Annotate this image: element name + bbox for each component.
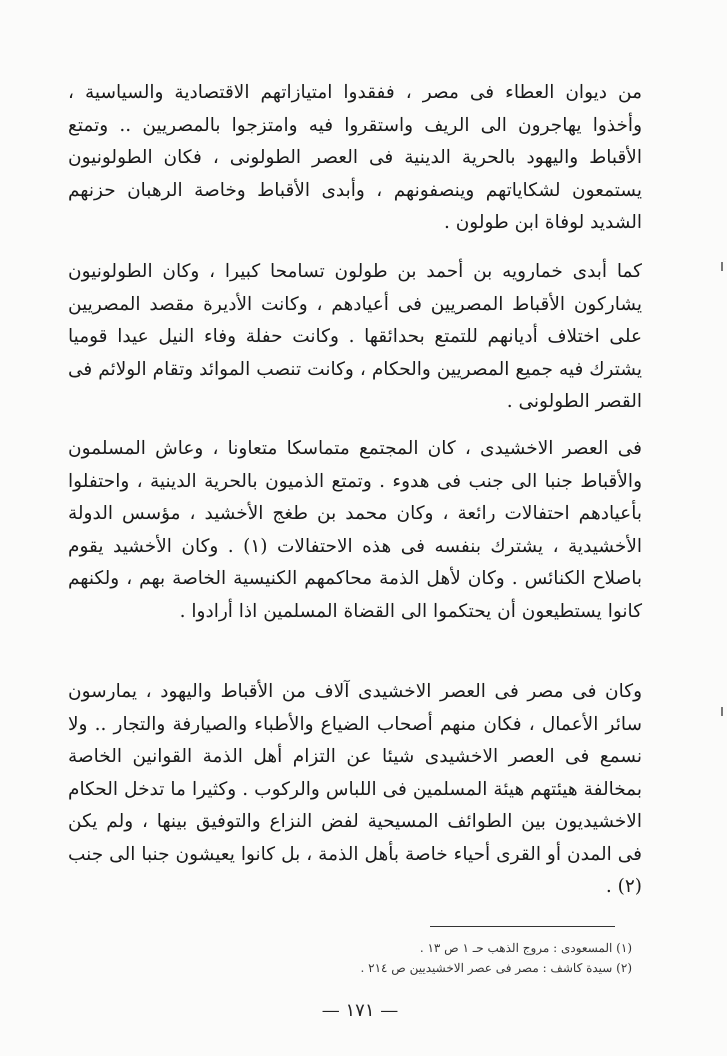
footnote-1: (١) المسعودى : مروج الذهب حـ ١ ص ١٣ . [419,941,632,955]
paragraph-4: وكان فى مصر فى العصر الاخشيدى آلاف من الأقباط واليهود ، يمارسون سائر الأعمال ، فكان منهم أصحاب الضياع والأطباء والصيارفة والتجار .. ولا نسمع فى العصر الاخشيدى شيئا عن التزام أهل الذمة القوانين الخاصة بمخالفة هيئتهم هيئة المسلمين فى اللباس والركوب . وكثيرا ما تدخل الحكام الاخشيديون بين الطوائف المسيحية لفض النزاع والتوفيق بينها ، ولم يكن فى المدن أو القرى أحياء خاصة بأهل الذمة ، بل كانوا يعيشون جنبا الى جنب (٢) . [68,681,642,897]
scan-edge-mark [721,707,723,716]
paragraph-2: كما أبدى خمارويه بن أحمد بن طولون تسامحا كبيرا ، وكان الطولونيون يشاركون الأقباط المصريين فى أعيادهم ، وكانت الأديرة مقصد المصريين على اختلاف أديانهم للتمتع بحدائقها . وكانت حفلة وفاء النيل عيدا قوميا يشترك فيه جميع المصريين والحكام ، وكانت تنصب الموائد وتقام الولائم فى القصر الطولونى . [68,261,642,412]
paragraph-1-block [68,77,642,240]
scan-edge-mark [721,262,723,271]
footnote-divider [430,926,615,927]
paragraph-2-block [68,256,642,419]
footnotes [180,938,632,978]
paragraph-1: من ديوان العطاء فى مصر ، ففقدوا امتيازاتهم الاقتصادية والسياسية ، وأخذوا يهاجرون الى الريف واستقروا فيه وامتزجوا بالمصريين .. وتمتع الأقباط واليهود بالحرية الدينية فى العصر الطولونى ، فكان الطولونيون يستمعون لشكاياتهم وينصفونهم ، وأبدى الأقباط وخاصة الرهبان حزنهم الشديد لوفاة ابن طولون . [68,82,642,233]
paragraph-4-block [68,676,642,904]
paragraph-3-block [68,433,642,628]
page-number: — ١٧١ — [321,1000,399,1021]
paragraph-3: فى العصر الاخشيدى ، كان المجتمع متماسكا متعاونا ، وعاش المسلمون والأقباط جنبا الى جنب فى هدوء . وتمتع الذميون بالحرية الدينية ، واحتفلوا بأعيادهم احتفالات رائعة ، وكان محمد بن طغج الأخشيد ، مؤسس الدولة الأخشيدية ، يشترك بنفسه فى هذه الاحتفالات (١) . وكان الأخشيد يقوم باصلاح الكنائس . وكان لأهل الذمة محاكمهم الكنيسية الخاصة بهم ، ولكنهم كانوا يستطيعون أن يحتكموا الى القضاة المسلمين اذا أرادوا . [68,438,643,622]
footnote-2: (٢) سيدة كاشف : مصر فى عصر الاخشيديين ص ٢١٤ . [360,961,632,975]
